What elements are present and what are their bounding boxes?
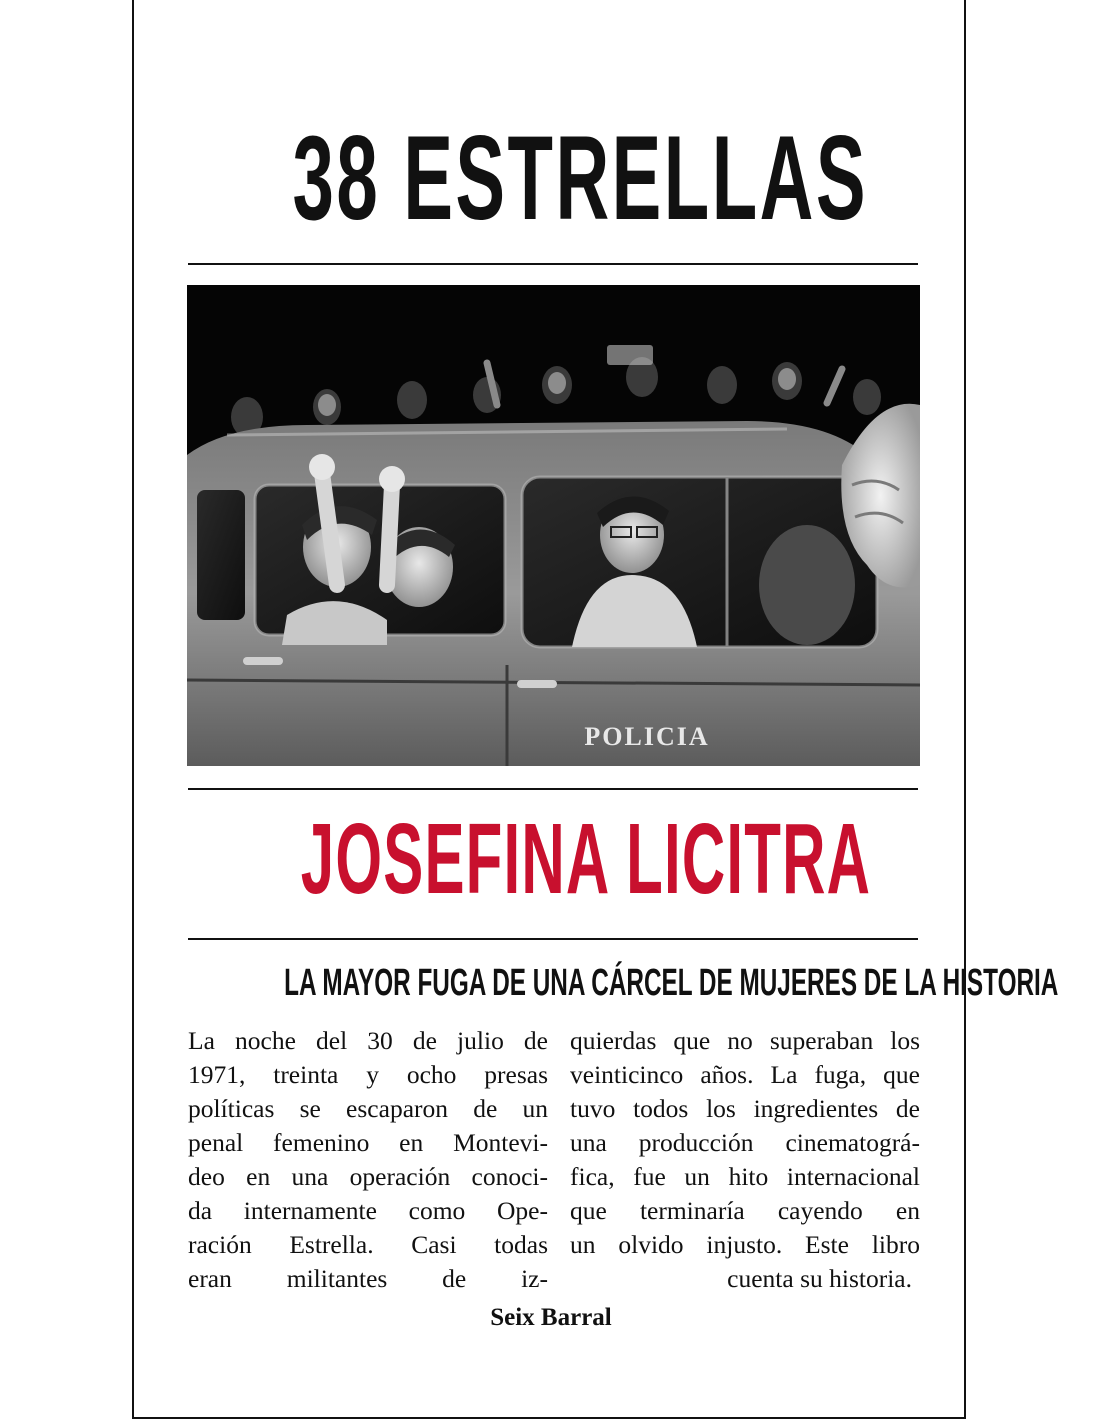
blurb-line: La noche del 30 de julio de xyxy=(188,1026,548,1055)
book-subtitle: LA MAYOR FUGA DE UNA CÁRCEL DE MUJERES DE LA HISTORIA xyxy=(284,962,1059,1004)
blurb-line: que terminaría cayendo en xyxy=(570,1196,920,1225)
publisher-name: Seix Barral xyxy=(490,1304,612,1331)
blurb-line: cuenta su historia. xyxy=(727,1264,912,1293)
top-divider xyxy=(188,263,918,265)
book-cover xyxy=(132,0,1059,1419)
photo-door-text: POLICIA xyxy=(584,722,710,751)
book-author: JOSEFINA LICITRA xyxy=(300,803,872,915)
blurb-line: tuvo todos los ingredientes de xyxy=(570,1094,920,1123)
blurb-line: deo en una operación conoci- xyxy=(188,1162,548,1191)
blurb-line: políticas se escaparon de un xyxy=(188,1094,548,1123)
lower-divider xyxy=(188,938,918,940)
blurb-line: fica, fue un hito internacional xyxy=(570,1162,920,1191)
middle-divider xyxy=(188,788,918,790)
blurb-line: penal femenino en Montevi- xyxy=(188,1128,548,1157)
blurb-line: eran militantes de iz- xyxy=(188,1264,548,1293)
blurb-line: un olvido injusto. Este libro xyxy=(570,1230,920,1259)
blurb-line: 1971, treinta y ocho presas xyxy=(188,1060,548,1089)
blurb-right-column xyxy=(570,1024,920,1296)
blurb-line: ración Estrella. Casi todas xyxy=(188,1230,548,1259)
blurb-line: una producción cinematográ- xyxy=(570,1128,920,1157)
blurb-line: quierdas que no superaban los xyxy=(570,1026,920,1055)
blurb-line: veinticinco años. La fuga, que xyxy=(570,1060,920,1089)
blurb-left-column xyxy=(188,1024,548,1296)
cover-photo xyxy=(187,285,920,766)
book-title: 38 ESTRELLAS xyxy=(292,111,868,245)
blurb-line: da internamente como Ope- xyxy=(188,1196,548,1225)
